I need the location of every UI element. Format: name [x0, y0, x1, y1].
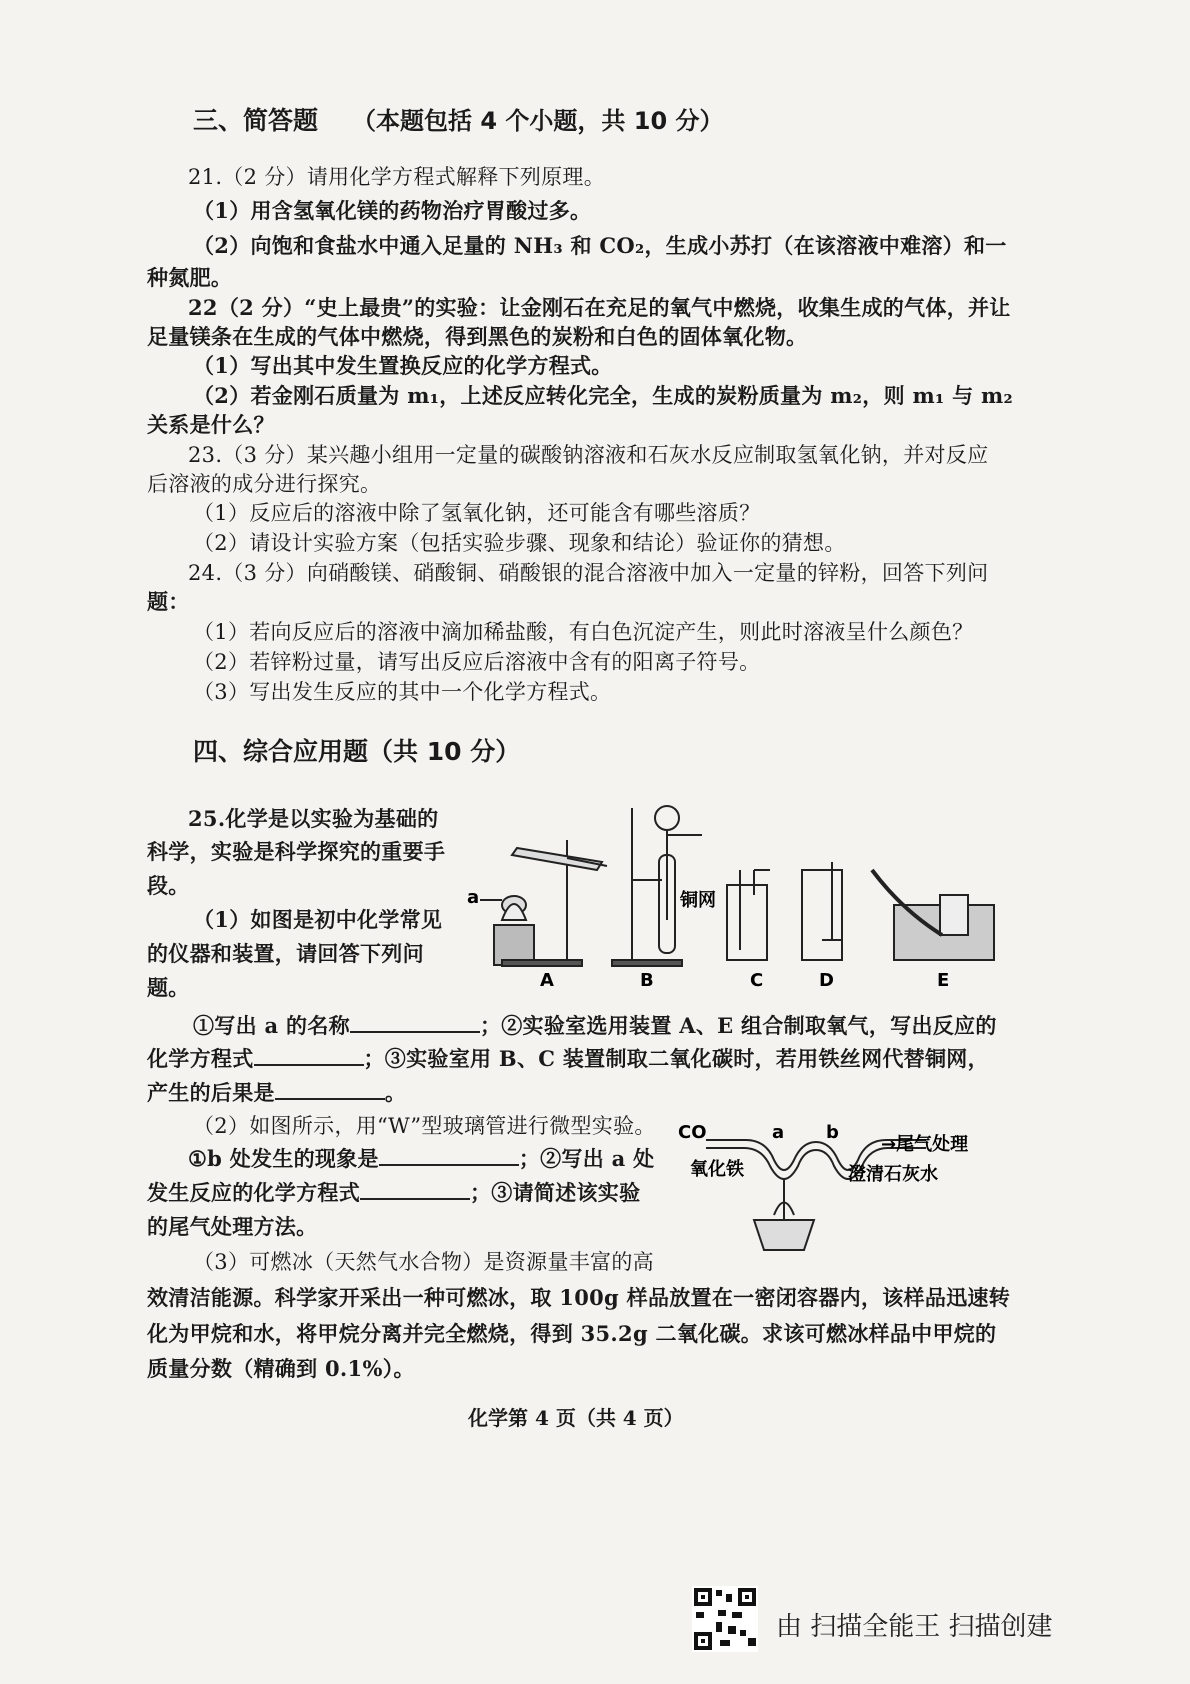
q25-part3d: 质量分数（精确到 0.1%）。: [147, 1356, 415, 1381]
q21-part2a: （2）向饱和食盐水中通入足量的 NH₃ 和 CO₂，生成小苏打（在该溶液中难溶）和一: [193, 233, 1007, 258]
answer-blank-consequence[interactable]: [275, 1078, 385, 1100]
q25-line5: 的仪器和装置，请回答下列问: [147, 941, 424, 966]
apparatus-label-E: E: [937, 970, 950, 990]
q21-part1: （1）用含氢氧化镁的药物治疗胃酸过多。: [193, 198, 592, 223]
q25-part2: （2）如图所示，用“W”型玻璃管进行微型实验。: [193, 1114, 656, 1138]
section3-note: （本题包括 4 个小题，共 10 分）: [352, 107, 724, 135]
q23-part2: （2）请设计实验方案（包括实验步骤、现象和结论）验证你的猜想。: [193, 531, 846, 555]
q25-line3: 段。: [147, 873, 190, 898]
q23-part1: （1）反应后的溶液中除了氢氧化钠，还可能含有哪些溶质？: [193, 501, 761, 525]
q25-part3a: （3）可燃冰（天然气水合物）是资源量丰富的高: [193, 1250, 654, 1274]
q25-fill1-a: ①写出 a 的名称: [193, 1013, 350, 1038]
apparatus-label-D: D: [819, 970, 834, 990]
q22-stem-a: 22（2 分）“史上最贵”的实验：让金刚石在充足的氧气中燃烧，收集生成的气体，并让: [188, 295, 1011, 320]
w-tube-label-a: a: [772, 1122, 785, 1143]
q22-part2a: （2）若金刚石质量为 m₁，上述反应转化完全，生成的炭粉质量为 m₂，则 m₁ 与 m₂: [193, 383, 1014, 408]
apparatus-label-A: A: [540, 970, 554, 990]
co-label: CO: [678, 1122, 707, 1143]
q24-stem-a: 24.（3 分）向硝酸镁、硝酸铜、硝酸银的混合溶液中加入一定量的锌粉，回答下列问: [188, 561, 989, 585]
qr-code-icon: [692, 1586, 758, 1652]
apparatus-label-a: a: [467, 887, 480, 908]
w-tube-figure: [676, 1120, 996, 1260]
q21-stem: 21.（2 分）请用化学方程式解释下列原理。: [188, 165, 606, 189]
q25-w2-b: ；③请简述该实验: [470, 1180, 641, 1205]
q25-fill2-b: ；③实验室用 B、C 装置制取二氧化碳时，若用铁丝网代替铜网，: [363, 1046, 989, 1071]
q25-fill3-b: 。: [384, 1080, 407, 1105]
q23-stem-a: 23.（3 分）某兴趣小组用一定量的碳酸钠溶液和石灰水反应制取氢氧化钠，并对反应: [188, 443, 989, 467]
answer-blank-b-phenomenon[interactable]: [379, 1144, 519, 1166]
page-footer: 化学第 4 页（共 4 页）: [468, 1406, 684, 1430]
tail-gas-label: →尾气处理: [881, 1134, 969, 1155]
q25-fill1-b: ；②实验室选用装置 A、E 组合制取氧气，写出反应的: [479, 1013, 997, 1038]
q25-line6: 题。: [147, 975, 190, 1000]
q25-fill3-a: 产生的后果是: [147, 1080, 275, 1105]
q25-part3c: 化为甲烷和水，将甲烷分离并完全燃烧，得到 35.2g 二氧化碳。求该可燃冰样品中甲烷的: [147, 1321, 997, 1346]
apparatus-label-B: B: [640, 970, 654, 990]
q25-fill3: [147, 1077, 406, 1107]
q22-part2b: 关系是什么？: [147, 412, 275, 437]
q25-part3b: 效清洁能源。科学家开采出一种可燃冰，取 100g 样品放置在一密闭容器内，该样品迅速转: [147, 1285, 1011, 1310]
answer-blank-a-name[interactable]: [350, 1011, 480, 1033]
iron-oxide-label: 氧化铁: [690, 1159, 744, 1180]
section3-title: 三、简答题: [193, 106, 319, 135]
q24-part3: （3）写出发生反应的其中一个化学方程式。: [193, 680, 612, 704]
q25-fill2-a: 化学方程式: [147, 1046, 254, 1071]
q25-w3: 的尾气处理方法。: [147, 1214, 318, 1239]
answer-blank-equation[interactable]: [254, 1044, 364, 1066]
apparatus-figure: [462, 800, 1007, 990]
answer-blank-a-equation[interactable]: [360, 1178, 470, 1200]
q22-part1: （1）写出其中发生置换反应的化学方程式。: [193, 353, 613, 378]
q24-part1: （1）若向反应后的溶液中滴加稀盐酸，有白色沉淀产生，则此时溶液呈什么颜色？: [193, 620, 974, 644]
q25-w2: [147, 1177, 640, 1207]
q25-w1-a: ①b 处发生的现象是: [188, 1146, 379, 1171]
q25-w2-a: 发生反应的化学方程式: [147, 1180, 360, 1205]
q25-fill1: [193, 1010, 997, 1040]
limewater-label: 澄清石灰水: [848, 1164, 938, 1185]
q23-stem-b: 后溶液的成分进行探究。: [147, 472, 382, 496]
scanner-watermark: 由 扫描全能王 扫描创建: [776, 1612, 1053, 1642]
q25-w1-b: ；②写出 a 处: [518, 1146, 655, 1171]
apparatus-label-C: C: [750, 970, 764, 990]
q22-stem-b: 足量镁条在生成的气体中燃烧，得到黑色的炭粉和白色的固体氧化物。: [147, 324, 808, 349]
q25-fill2: [147, 1043, 989, 1073]
q25-line1: 25.化学是以实验为基础的: [188, 806, 439, 831]
w-tube-label-b: b: [826, 1122, 839, 1143]
q24-stem-b: 题：: [147, 589, 190, 614]
q25-w1: [188, 1143, 654, 1173]
section4-title: 四、综合应用题（共 10 分）: [193, 737, 521, 766]
q25-line2: 科学，实验是科学探究的重要手: [147, 839, 446, 864]
q25-line4: （1）如图是初中化学常见: [193, 907, 443, 932]
q24-part2: （2）若锌粉过量，请写出反应后溶液中含有的阳离子符号。: [193, 650, 761, 674]
q21-part2b: 种氮肥。: [147, 265, 233, 290]
copper-mesh-label: 铜网: [680, 890, 716, 911]
